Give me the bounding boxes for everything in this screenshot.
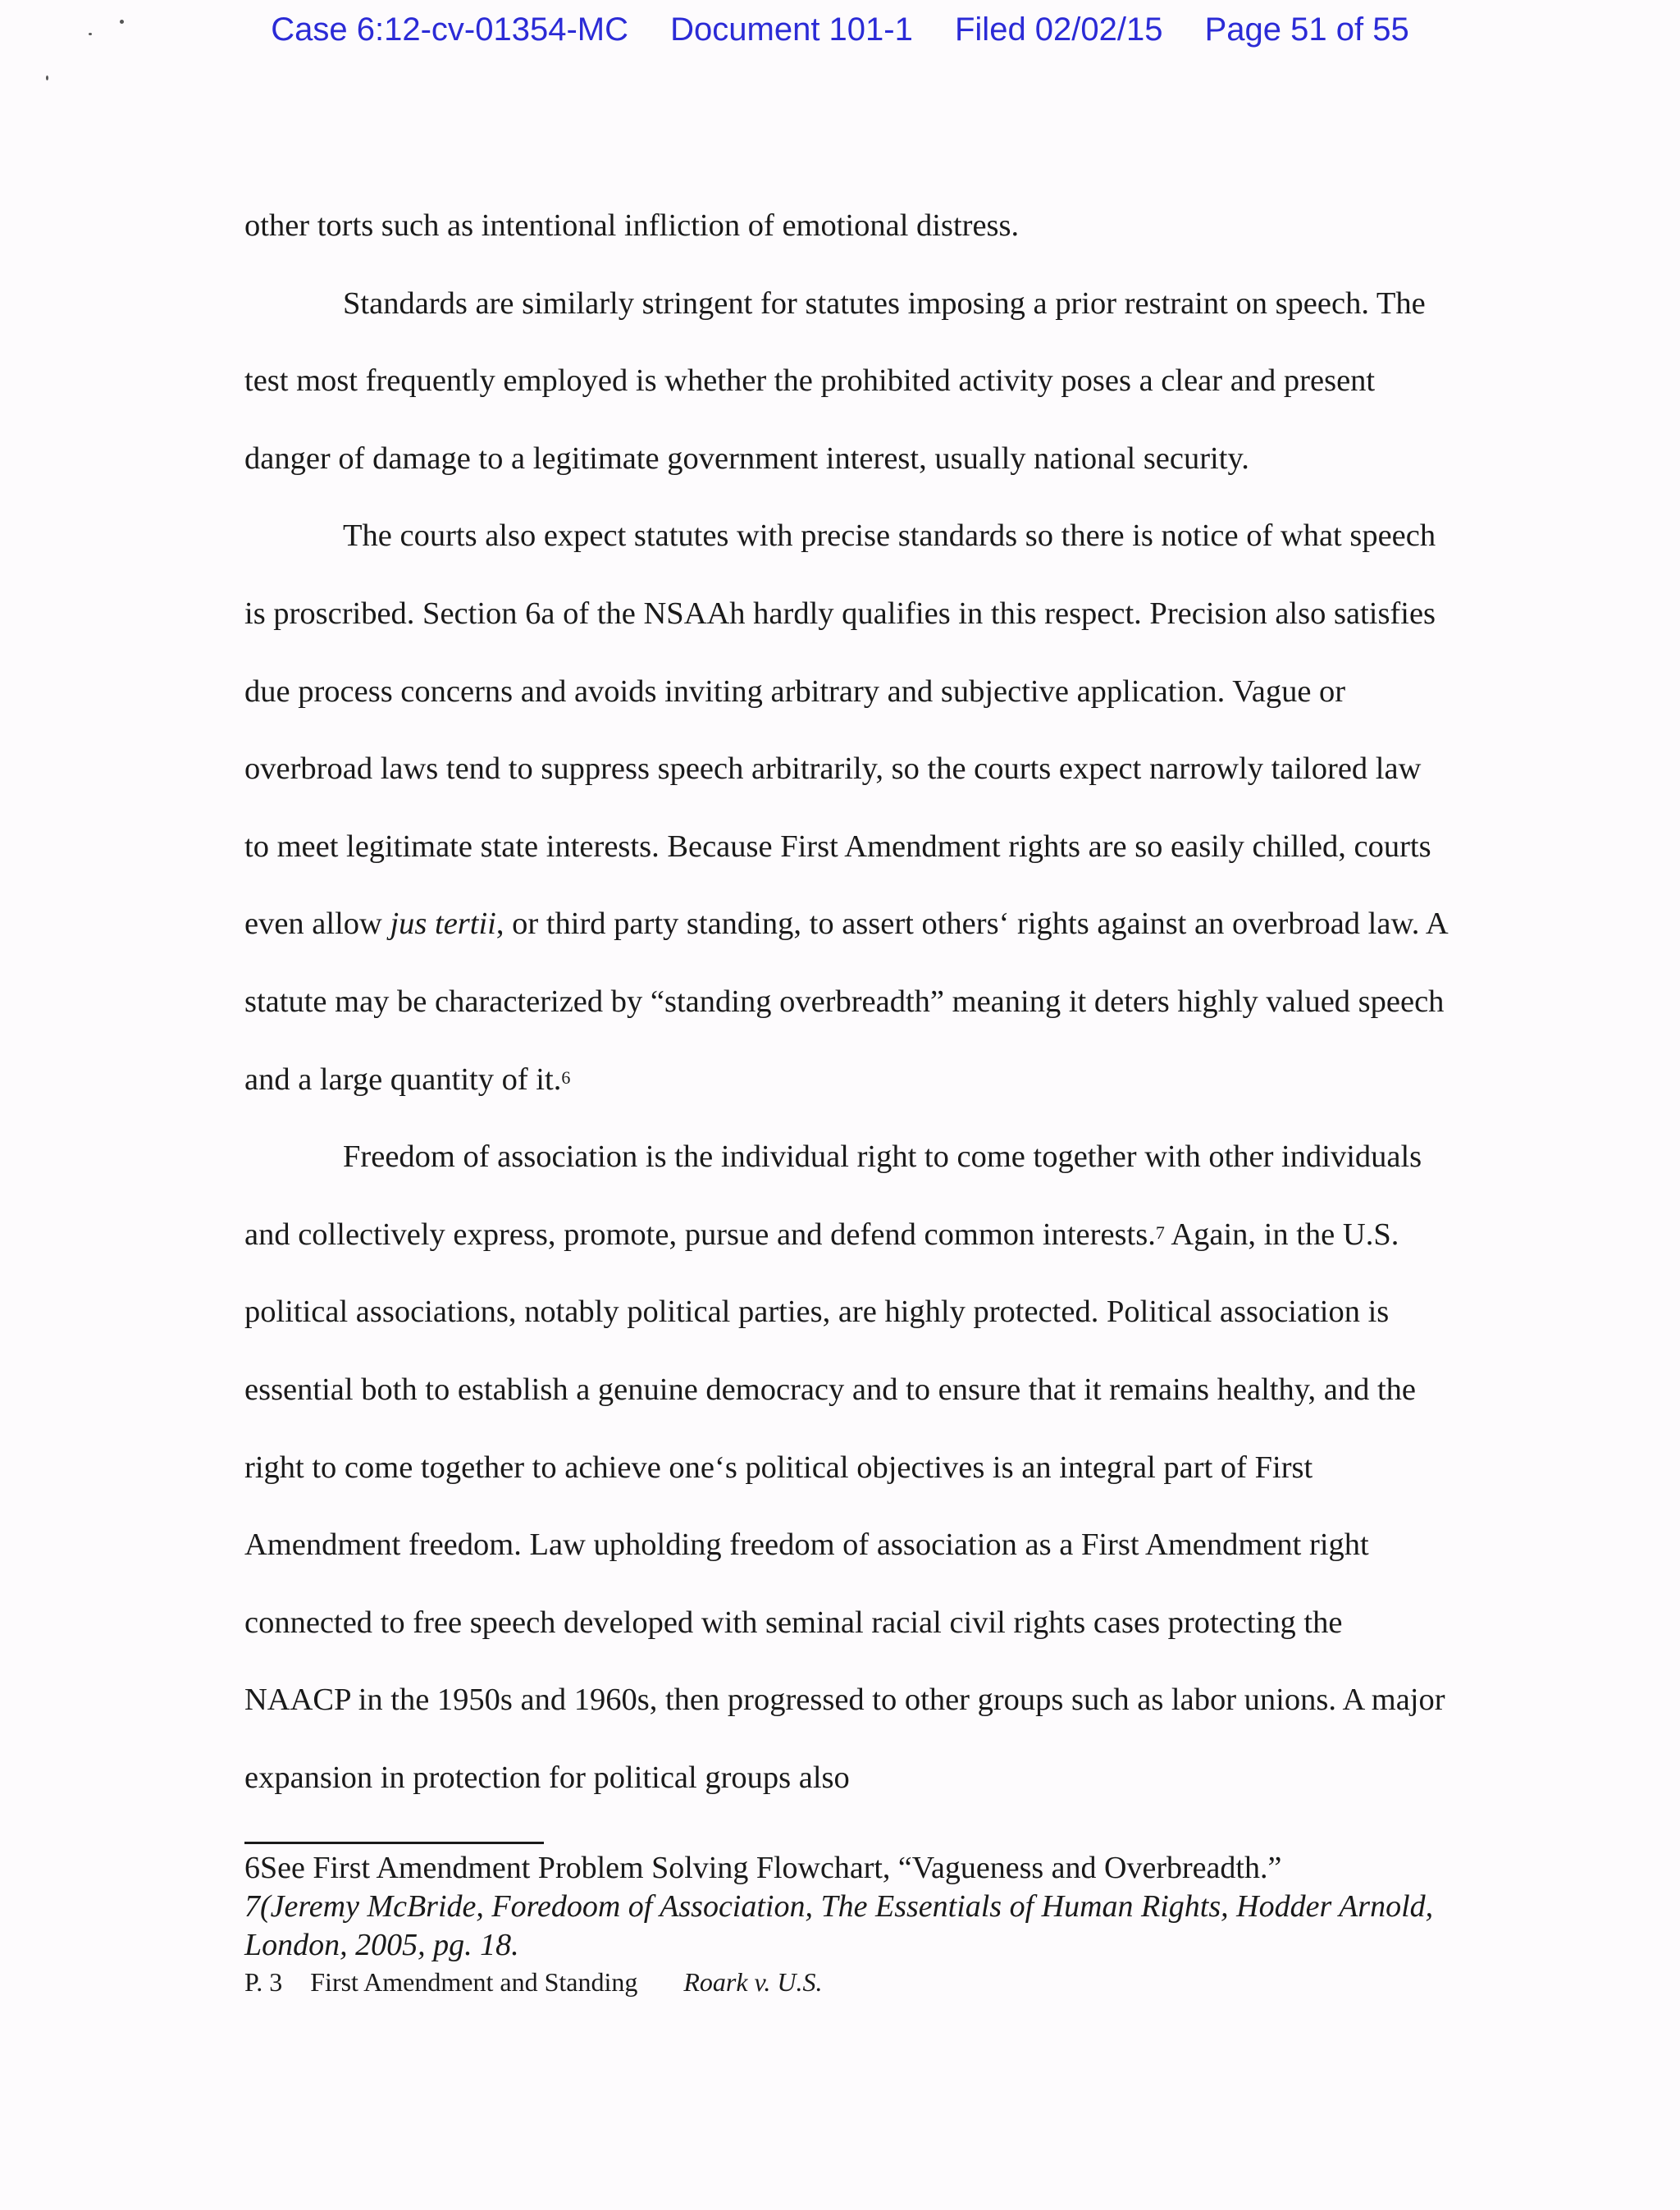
- paragraph: [244, 1118, 1450, 1816]
- document-body: [244, 187, 1450, 1816]
- footnote-7: 7(Jeremy McBride, Foredoom of Association, The Essentials of Human Rights, Hodder Arnold, London, 2005, pg. 18.: [244, 1889, 1434, 1962]
- filed-date: Filed 02/02/15: [954, 11, 1163, 48]
- footer-section: First Amendment and Standing: [310, 1967, 638, 1997]
- paragraph-text: Again, in the U.S. political associations, notably political parties, are highly protected. Political association is essential both to establish a genuine democracy and to ensure that it remains healthy, and the right to come together to achieve one‘s political objectives is an integral part of First Amendment freedom. Law upholding freedom of association as a First Amendment right connected to free speech developed with seminal racial civil rights cases protecting the NAACP in the 1950s and 1960s, then progressed to other groups such as labor unions. A major expansion in protection for political groups also: [244, 1217, 1445, 1795]
- page-number: Page 51 of 55: [1204, 11, 1409, 48]
- scan-speck: [120, 20, 124, 24]
- document-number: Document 101-1: [670, 11, 913, 48]
- footnote-ref-6: 6: [561, 1066, 571, 1088]
- latin-term: jus tertii: [390, 906, 496, 942]
- footer-case-name: Roark v. U.S.: [683, 1967, 823, 1997]
- paragraph-text: , or third party standing, to assert others‘ rights against an overbroad law. A statute may be characterized by “standing overbreadth” meaning it deters highly valued speech and a large quantity of it.: [244, 906, 1447, 1097]
- footnote-ref-7: 7: [1155, 1221, 1165, 1243]
- paragraph: other torts such as intentional infliction of emotional distress.: [244, 208, 1020, 243]
- paragraph: [244, 497, 1450, 1118]
- footer-page-label: P. 3: [244, 1967, 283, 1997]
- paragraph-text: The courts also expect statutes with precise standards so there is notice of what speech is proscribed. Section 6a of the NSAAh hardly qualifies in this respect. Precision also satisfies due process concerns and avoids inviting arbitrary and subjective application. Vague or overbroad laws tend to suppress speech arbitrarily, so the courts expect narrowly tailored law to meet legitimate state interests. Because First Amendment rights are so easily chilled, courts even allow: [244, 518, 1436, 942]
- scan-speck: [89, 33, 92, 35]
- footnote-6: 6See First Amendment Problem Solving Flowchart, “Vagueness and Overbreadth.”: [244, 1851, 1282, 1885]
- paragraph: Standards are similarly stringent for statutes imposing a prior restraint on speech. The test most frequently employed is whether the prohibited activity poses a clear and present danger of damage to a legitimate government interest, usually national security.: [244, 285, 1426, 476]
- footnote-divider: [244, 1842, 544, 1844]
- case-header: [0, 11, 1680, 48]
- case-number: Case 6:12-cv-01354-MC: [271, 11, 628, 48]
- page-footer: [244, 1967, 822, 1998]
- paragraph-text: Freedom of association is the individual right to come together with other individuals and collectively express, promote, pursue and defend common interests.: [244, 1139, 1422, 1252]
- scan-speck: [46, 75, 48, 80]
- footnotes: [244, 1849, 1475, 1965]
